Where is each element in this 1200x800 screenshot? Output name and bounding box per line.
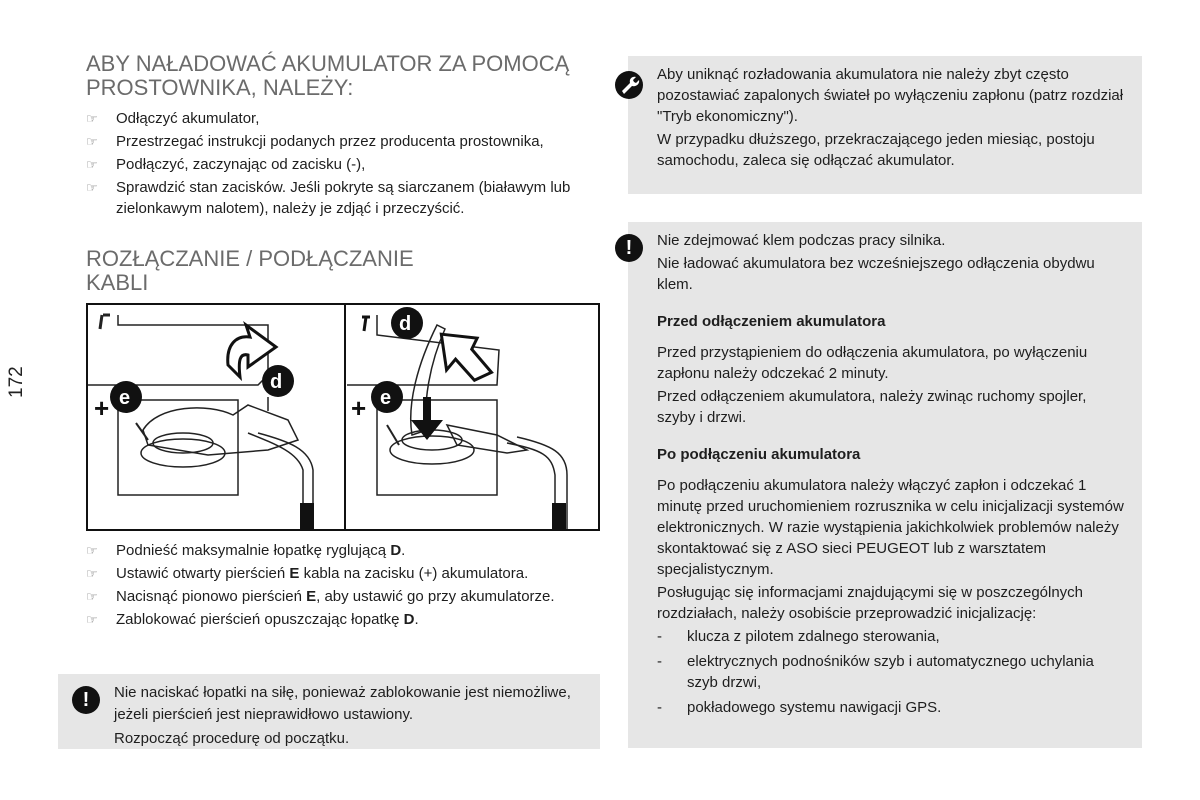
- charging-steps-list: [86, 108, 600, 219]
- initialization-list: [657, 626, 1127, 718]
- list-item: - elektrycznych podnośników szyb i automatycznego uchylania szyb drzwi,: [657, 653, 1094, 691]
- info-text: Aby uniknąć rozładowania akumulatora nie należy zbyt często pozostawiać zapalonych świateł po wyłączeniu zapłonu (patrz rozdział "Tryb ekonomiczny"). W przypadku dłuższego, przekraczającego jeden miesiąc, postoju samochodu, zaleca się odłączać akumulator.: [657, 66, 1124, 169]
- label-e-right: e: [380, 387, 392, 409]
- cable-steps-list: [86, 540, 600, 630]
- list-item: ☞ Odłączyć akumulator,: [86, 110, 260, 127]
- pointing-hand-icon: ☞: [86, 589, 98, 604]
- list-item: ☞ Nacisnąć pionowo pierścień E, aby ustawić go przy akumulatorze.: [86, 588, 555, 605]
- pointing-hand-icon: ☞: [86, 566, 98, 581]
- list-item: - pokładowego systemu nawigacji GPS.: [657, 699, 942, 716]
- label-d-left: d: [270, 371, 283, 393]
- list-item: ☞ Sprawdzić stan zacisków. Jeśli pokryte są siarczanem (białawym lub zielonkawym nalotem), należy je zdjąć i przeczyścić.: [86, 179, 571, 217]
- list-item: ☞ Zablokować pierścień opuszczając łopatkę D.: [86, 611, 419, 628]
- pointing-hand-icon: ☞: [86, 111, 98, 126]
- exclamation-icon: !: [615, 234, 643, 262]
- page-number: 172: [6, 366, 27, 398]
- section-title-cables-line1: ROZŁĄCZANIE / PODŁĄCZANIE: [86, 246, 414, 271]
- charging-section: [86, 52, 600, 221]
- pointing-hand-icon: ☞: [86, 543, 98, 558]
- list-item: ☞ Podłączyć, zaczynając od zacisku (-),: [86, 156, 366, 173]
- list-item: ☞ Podnieść maksymalnie łopatkę ryglującą D.: [86, 542, 406, 559]
- warning-right-text: Nie zdejmować klem podczas pracy silnika. Nie ładować akumulatora bez wcześniejszego odłączenia obydwu klem. Przed odłączeniem akumulatora Przed przystąpieniem do odłączenia akumulatora, po wyłączeniu zapłonu należy odczekać 2 minuty. Przed odłączeniem akumulatora, należy zwinąc ruchomy spojler, szyby i drzwi. Po podłączeniu akumulatora Po podłączeniu akumulatora należy włączyć zapłon i odczekać 1 minutę przed uruchomieniem rozrusznika w celu inicjalizacji systemów elektronicznych. W razie wystąpienia jakichkolwiek problemów należy skontaktować się z ASO sieci PEUGEOT lub z warsztatem specjalistycznym. Posługując się informacjami znajdującymi się w poszczególnych rozdziałach, należy osobiście przeprowadzić inicjalizację: - klucza z pilotem zdalnego sterowania, - elektrycznych podnośników szyb i automatycznego uchylania szyb drzwi, - pokładowego systemu nawigacji GPS.: [657, 230, 1127, 722]
- subheading-before: Przed odłączeniem akumulatora: [657, 313, 886, 330]
- wrench-icon: [614, 70, 644, 100]
- exclamation-icon: !: [72, 686, 100, 714]
- label-e-left: e: [119, 387, 131, 409]
- plus-label: +: [351, 393, 367, 423]
- section-title-cables-line2: KABLI: [86, 270, 149, 295]
- battery-terminal-illustration: [86, 303, 600, 531]
- info-box: [628, 56, 1142, 194]
- subheading-after: Po podłączeniu akumulatora: [657, 446, 861, 463]
- label-d-right: d: [399, 313, 412, 335]
- list-item: - klucza z pilotem zdalnego sterowania,: [657, 628, 940, 645]
- section-title-charging-line2: PROSTOWNIKA, NALEŻY:: [86, 75, 354, 100]
- warning-box-left: [58, 674, 600, 749]
- cables-section-heading: [86, 247, 414, 295]
- pointing-hand-icon: ☞: [86, 612, 98, 627]
- pointing-hand-icon: ☞: [86, 157, 98, 172]
- list-item: ☞ Ustawić otwarty pierścień E kabla na zacisku (+) akumulatora.: [86, 565, 529, 582]
- panel-disconnect: [88, 315, 313, 529]
- warning-box-right: [625, 222, 1142, 748]
- plus-label: +: [94, 393, 110, 423]
- terminal-diagram: [88, 305, 598, 529]
- warning-left-text: Nie naciskać łopatki na siłę, ponieważ zablokowanie jest niemożliwe, jeżeli pierścień jest nieprawidłowo ustawiony. Rozpocząć procedurę od początku.: [114, 684, 571, 747]
- section-title-charging-line1: ABY NAŁADOWAĆ AKUMULATOR ZA POMOCĄ: [86, 51, 570, 76]
- cable-steps: [86, 540, 600, 632]
- pointing-hand-icon: ☞: [86, 134, 98, 149]
- list-item: ☞ Przestrzegać instrukcji podanych przez producenta prostownika,: [86, 133, 544, 150]
- pointing-hand-icon: ☞: [86, 180, 98, 195]
